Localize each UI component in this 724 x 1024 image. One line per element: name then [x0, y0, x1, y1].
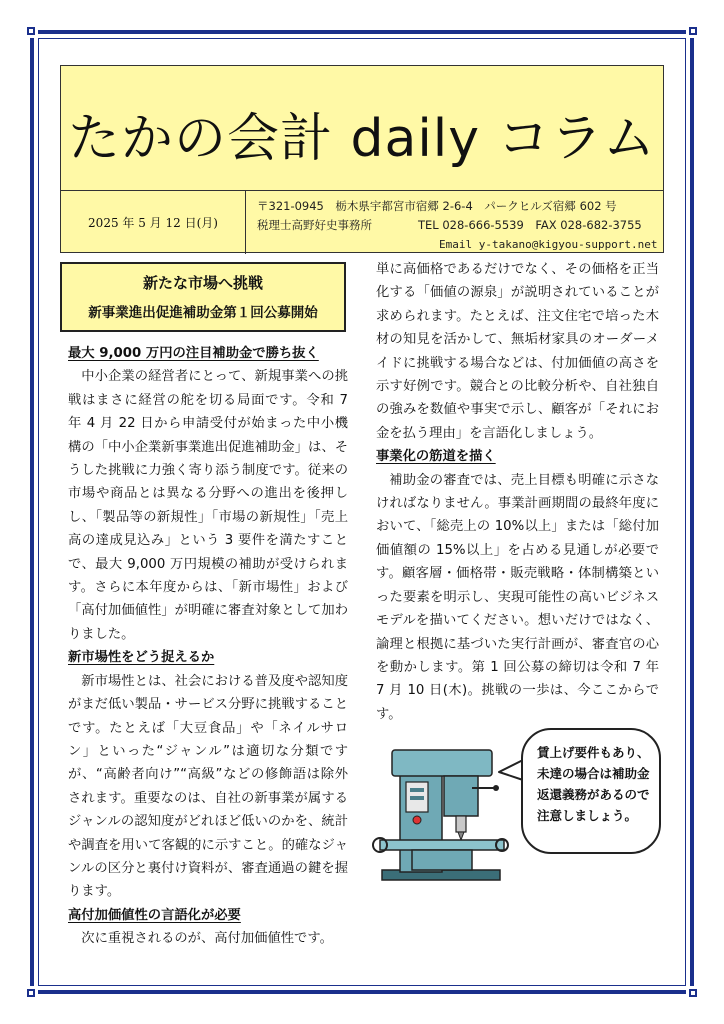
headline-subtitle: 新事業進出促進補助金第１回公募開始 [88, 305, 318, 321]
masthead-info-row [61, 190, 663, 254]
milling-machine-icon [372, 748, 510, 884]
masthead [60, 65, 664, 253]
paragraph: 中小企業の経営者にとって、新規事業への挑戦はまさに経営の舵を切る局面です。令和 7 年 4 月 22 日から申請受付が始まった中小機構の「中小企業新事業進出促進補助金」は、そうした挑戦に力強く寄り添う制度です。従来の市場や商品とは異なる分野への進出を後押しし、「製品等の新規性」「市場の新規性」「売上高の達成見込み」という 3 要件を満たすことで、最大 9,000 万円規模の補助が受けられます。さらに本年度からは、「新市場性」および「高付加価値性」が明確に審査対象として加わりました。 [68, 369, 348, 642]
office-email: Email y-takano@kigyou-support.net [439, 238, 658, 251]
section-heading: 最大 9,000 万円の注目補助金で勝ち抜く [68, 346, 319, 361]
border-corner-ornament [686, 986, 700, 1000]
office-contact [257, 197, 658, 254]
border-corner-ornament [24, 986, 38, 1000]
headline-title: 新たな市場へ挑戦 [142, 274, 263, 292]
border-corner-ornament [686, 24, 700, 38]
section-heading: 事業化の筋道を描く [376, 449, 496, 465]
office-name-phone: 税理士高野好史事務所 TEL 028-666-5539 FAX 028-682-3755 [257, 218, 642, 232]
office-address: 〒321-0945 栃木県宇都宮市宿郷 2-6-4 パークヒルズ宿郷 602 号 [257, 199, 617, 213]
section-heading: 高付加価値性の言語化が必要 [68, 907, 241, 923]
paragraph: 新市場性とは、社会における普及度や認知度がまだ低い製品・サービス分野に挑戦することです。たとえば「大豆食品」や「ネイルサロン」といった“ジャンル”は適切な分類ですが、“高齢者向け”“高級”などの修飾語は除外されます。重要なのは、自社の新事業が属するジャンルの認知度がどれほど低いのかを、統計や調査を用いて客観的に示すこと。的確なジャンルの区分と裏付け資料が、審査通過の鍵を握ります。 [68, 673, 348, 900]
paragraph: 単に高価格であるだけでなく、その価格を正当化する「価値の源泉」が説明されていることが求められます。たとえば、注文住宅で培った木材の知見を活かして、無垢材家具のオーダーメイドに挑戦する場合などは、付加価値の高さを示す好例です。競合との比較分析や、自社独自の強みを数値や事実で示し、顧客が「それにお金を払う理由」を言語化しましょう。 [376, 262, 659, 441]
paragraph: 補助金の審査では、売上目標も明確に示さなければなりません。事業計画期間の最終年度において、「総売上の 10%以上」または「総付加価値額の 15%以上」を占める見通しが必要です。顧客層・価格帯・販売戦略・体制構築といった要素を明示し、実現可能性の高いビジネスモデルを描いてください。想いだけではなく、論理と根拠に基づいた実行計画が、審査官の心を動かします。第 1 回公募の締切は令和 7 年 7 月 10 日(木)。挑戦の一歩は、今ここからです。 [376, 472, 659, 722]
speech-bubble: 賃上げ要件もあり、未達の場合は補助金返還義務があるので注意しましょう。 [521, 728, 661, 854]
border-corner-ornament [24, 24, 38, 38]
newsletter-title: たかの会計 daily コラム [67, 109, 657, 169]
paragraph: 次に重視されるのが、高付加価値性です。 [81, 931, 333, 947]
section-heading: 新市場性をどう捉えるか [68, 650, 215, 666]
article-right-column [376, 258, 659, 726]
issue-date: 2025 年 5 月 12 日(月) [61, 191, 246, 254]
article-left-column [68, 342, 348, 951]
headline-box [60, 262, 346, 332]
